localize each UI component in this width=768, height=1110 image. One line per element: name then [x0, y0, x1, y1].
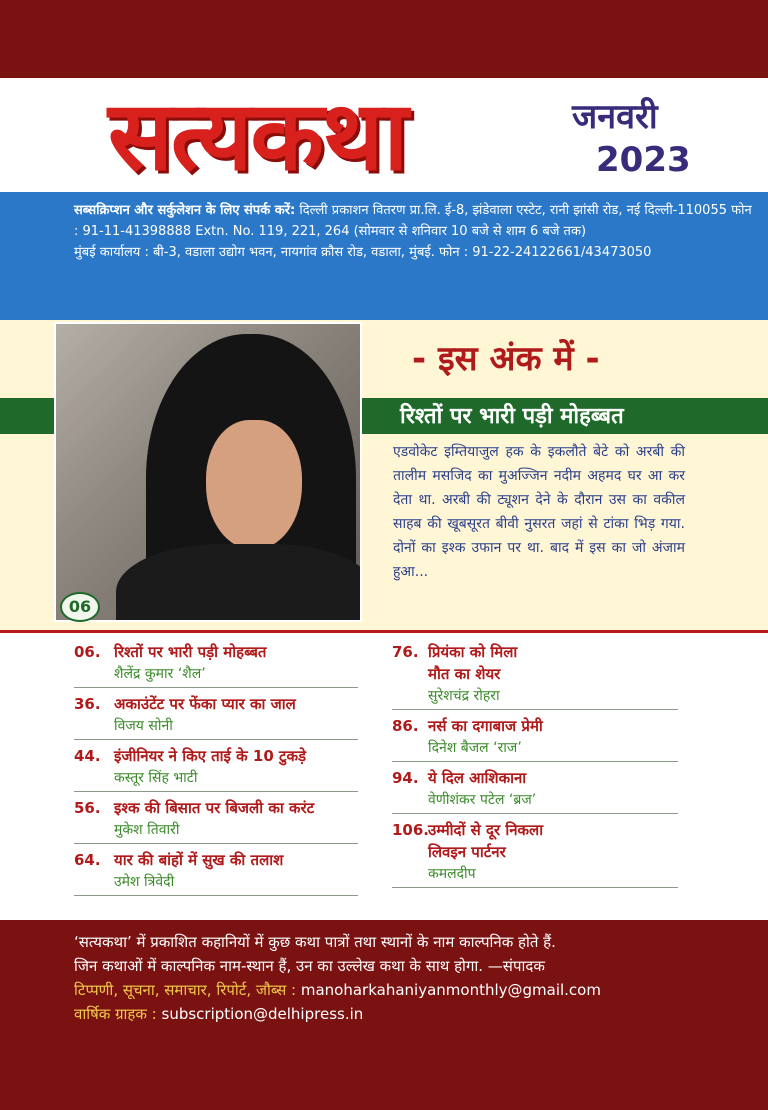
feedback-label: टिप्पणी, सूचना, समाचार, रिपोर्ट, जौब्स :	[74, 981, 297, 999]
disclaimer-line-2: जिन कथाओं में काल्पनिक नाम-स्थान हैं, उन का उल्लेख कथा के साथ होगा. —संपादक	[74, 957, 545, 975]
issue-year: 2023	[596, 140, 691, 180]
page-badge: 06	[60, 592, 100, 622]
contact-info	[0, 192, 768, 320]
contact-label: सब्सक्रिप्शन और सर्कुलेशन के लिए संपर्क करें:	[74, 203, 296, 218]
issue-heading: - इस अंक में -	[412, 339, 600, 379]
issue-month: जनवरी	[572, 97, 658, 137]
toc-author: सुरेशचंद्र रोहरा	[428, 688, 500, 704]
toc-author: मुकेश तिवारी	[114, 822, 180, 838]
toc-author: कमलदीप	[428, 866, 476, 882]
toc-page-number: 56.	[74, 799, 101, 817]
toc-title: प्रियंका को मिला	[428, 643, 518, 661]
toc-page-number: 86.	[392, 717, 419, 735]
toc-author: वेणीशंकर पटेल ‘ब्रज’	[428, 792, 537, 808]
toc-entry[interactable]	[74, 691, 358, 740]
toc-author: कस्तूर सिंह भाटी	[114, 770, 198, 786]
top-band	[0, 0, 768, 78]
toc-title: इश्क की बिसात पर बिजली का करंट	[114, 799, 315, 817]
toc-page-number: 106.	[392, 821, 430, 839]
toc-title: इंजीनियर ने किए ताई के 10 टुकड़े	[114, 747, 307, 765]
toc-page-number: 76.	[392, 643, 419, 661]
toc-author: उमेश त्रिवेदी	[114, 874, 175, 890]
magazine-logo: सत्यकथा	[108, 80, 407, 192]
toc-entry[interactable]	[392, 817, 678, 888]
toc-page-number: 36.	[74, 695, 101, 713]
toc-title-line2: मौत का शेयर	[428, 665, 501, 683]
toc-entry[interactable]	[74, 795, 358, 844]
featured-story-title: रिश्तों पर भारी पड़ी मोहब्बत	[400, 404, 624, 429]
toc-entry[interactable]	[74, 743, 358, 792]
feedback-email[interactable]: manoharkahaniyanmonthly@gmail.com	[300, 981, 601, 999]
contact-address: दिल्ली प्रकाशन वितरण प्रा.लि. ई-8, झंडेवाला एस्टेट, रानी झांसी रोड, नई दिल्ली-110055 फोन : 91-11-41398888 Extn. No. 119, 221, 264 (सोमवार से शनिवार 10 बजे से शाम 6 बजे तक)	[74, 203, 752, 239]
toc-entry[interactable]	[74, 639, 358, 688]
subscription-email[interactable]: subscription@delhipress.in	[161, 1005, 364, 1023]
toc-entry[interactable]	[392, 713, 678, 762]
toc-page-number: 94.	[392, 769, 419, 787]
toc-title-line2: लिवइन पार्टनर	[428, 843, 506, 861]
toc-title: यार की बांहों में सुख की तलाश	[114, 851, 284, 869]
toc-title: अकाउंटेंट पर फेंका प्यार का जाल	[114, 695, 296, 713]
footer	[0, 920, 768, 1110]
mumbai-office: मुंबई कार्यालय : बी-3, वडाला उद्योग भवन, नायगांव क्रौस रोड, वडाला, मुंबई. फोन : 91-22-24122661/43473050	[74, 245, 652, 260]
toc-author: विजय सोनी	[114, 718, 173, 734]
toc-author: दिनेश बैजल ‘राज’	[428, 740, 522, 756]
toc-entry[interactable]	[74, 847, 358, 896]
toc-entry[interactable]	[392, 765, 678, 814]
toc-entry[interactable]	[392, 639, 678, 710]
disclaimer-line-1: ‘सत्यकथा’ में प्रकाशित कहानियों में कुछ कथा पात्रों तथा स्थानों के नाम काल्पनिक होते हैं.	[74, 933, 556, 951]
toc-title: ये दिल आशिकाना	[428, 769, 527, 787]
toc-title: रिश्तों पर भारी पड़ी मोहब्बत	[114, 643, 267, 661]
subscription-label: वार्षिक ग्राहक :	[74, 1005, 157, 1023]
toc-title: नर्स का दगाबाज प्रेमी	[428, 717, 543, 735]
toc-page-number: 64.	[74, 851, 101, 869]
cover-photo	[54, 322, 362, 622]
toc-right-column	[392, 639, 678, 891]
featured-story-summary: एडवोकेट इम्तियाजुल हक के इकलौते बेटे को अरबी की तालीम मसजिद का मुअज्जिन नदीम अहमद घर आ कर देता था. अरबी की ट्यूशन देने के दौरान उस का वकील साहब की खूबसूरत बीवी नुसरत जहां से टांका भिड़ गया. दोनों का इश्क उफान पर था. बाद में इस का जो अंजाम हुआ...	[393, 444, 685, 580]
toc-author: शैलेंद्र कुमार ‘शैल’	[114, 666, 206, 682]
toc-title: उम्मीदों से दूर निकला	[428, 821, 544, 839]
toc-left-column	[74, 639, 358, 899]
toc-page-number: 44.	[74, 747, 101, 765]
toc-page-number: 06.	[74, 643, 101, 661]
table-of-contents	[0, 630, 768, 920]
